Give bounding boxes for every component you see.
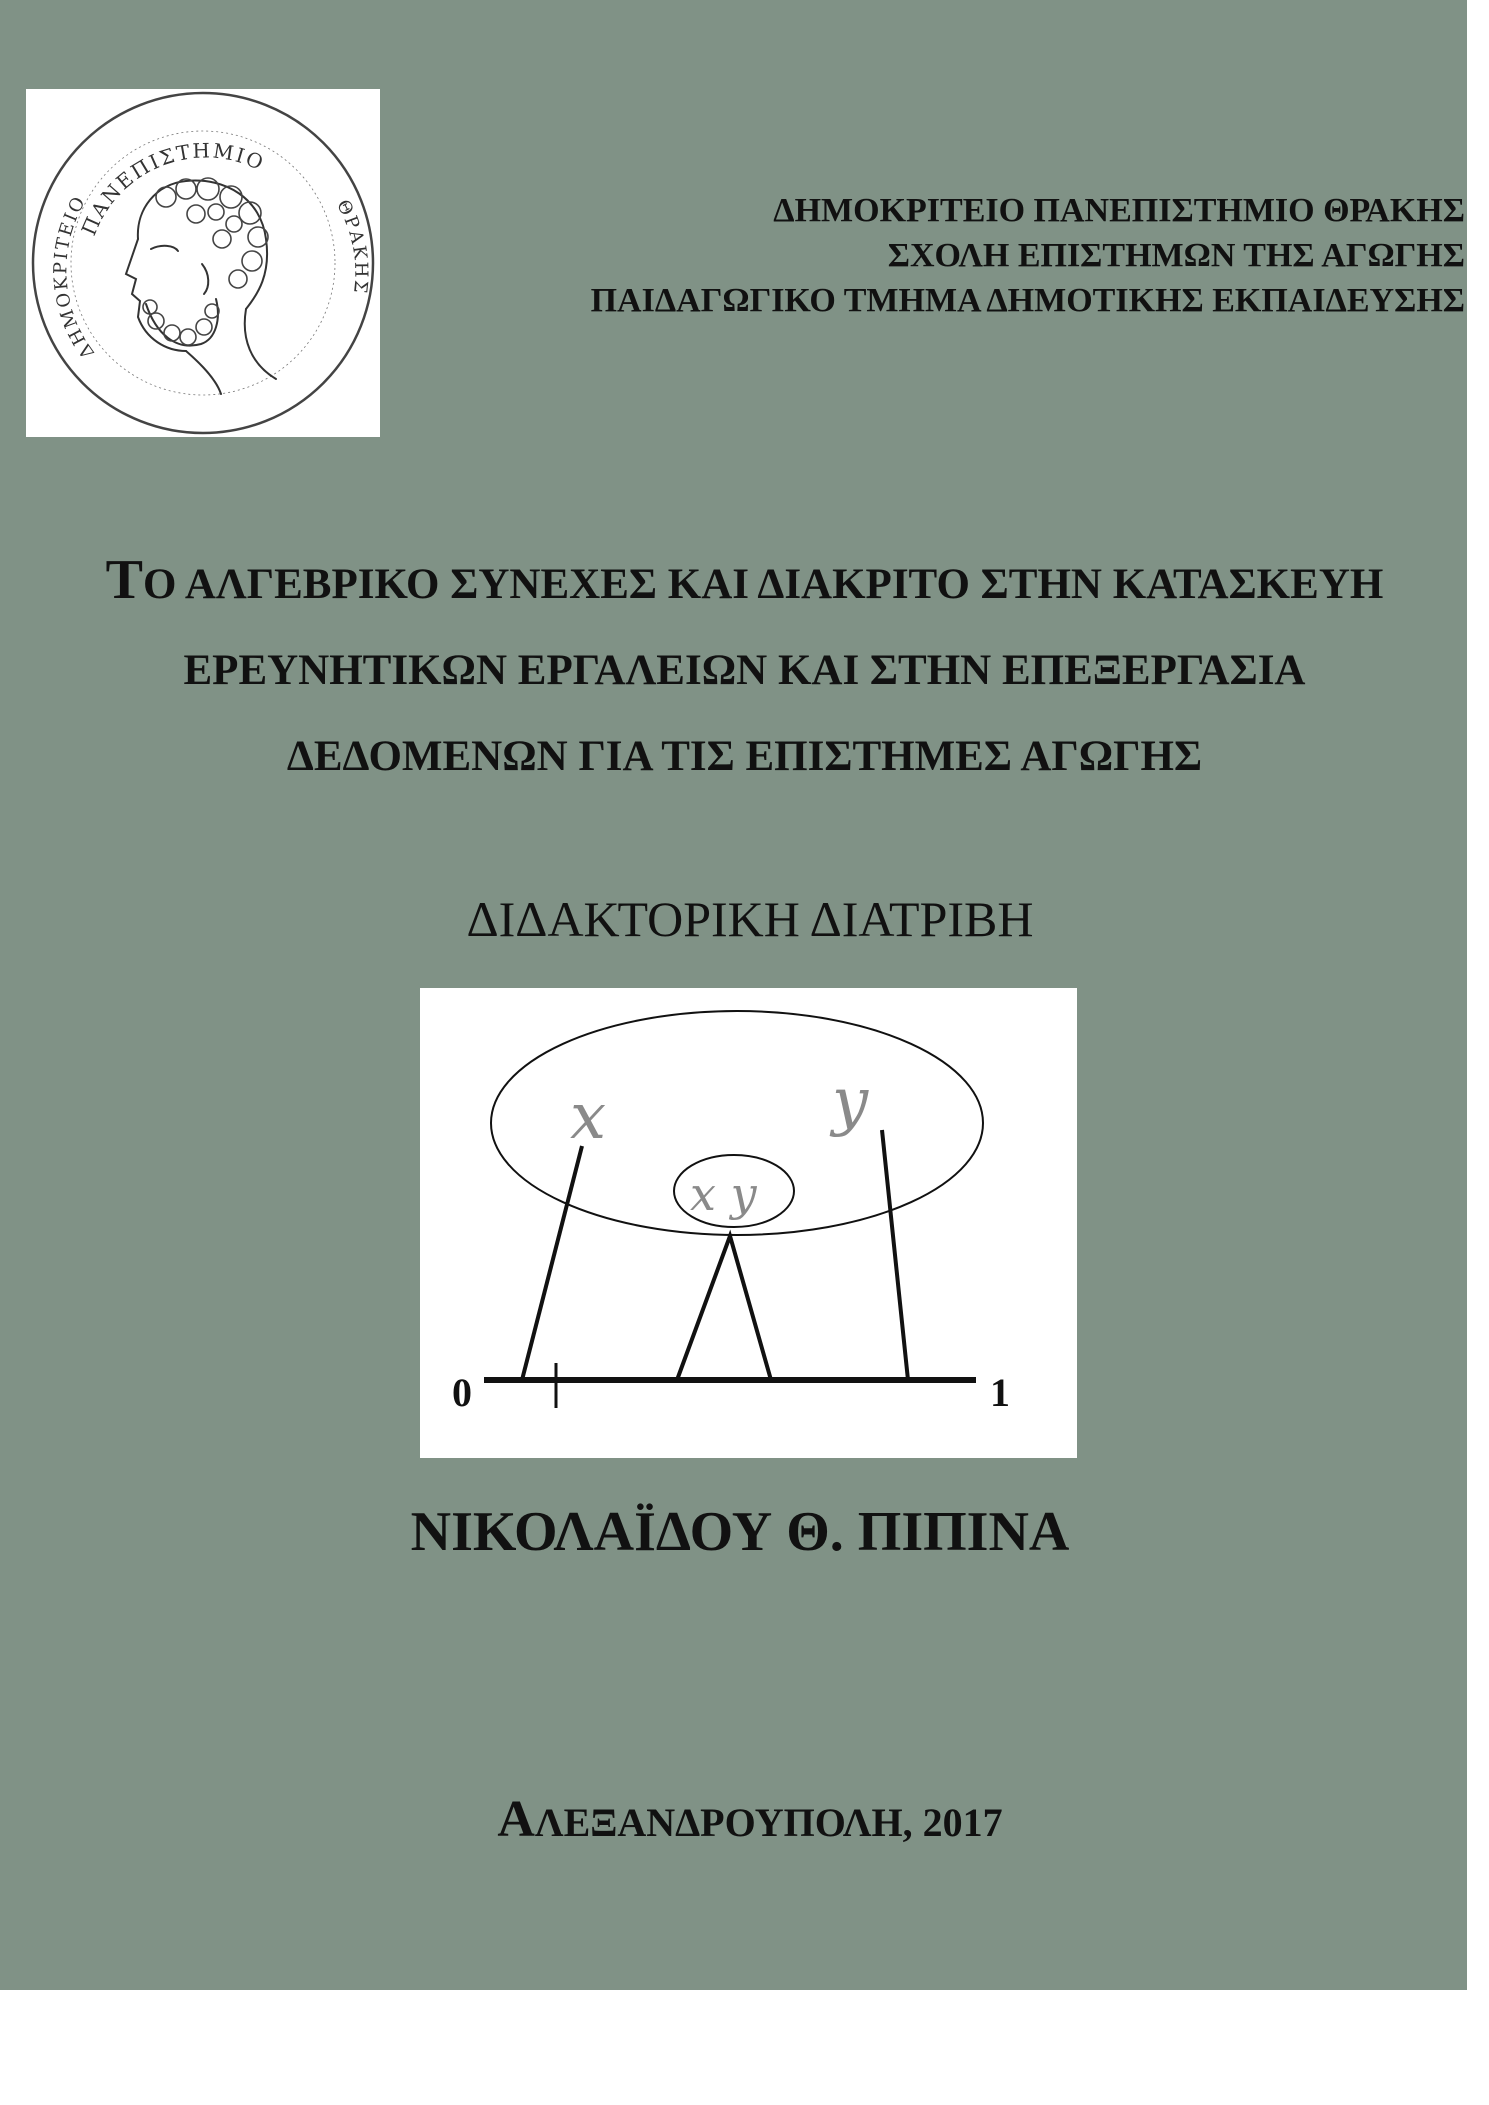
thesis-type: ΔΙΔΑΚΤΟΡΙΚΗ ΔΙΑΤΡΙΒΗ xyxy=(466,891,1034,947)
title-line-1 xyxy=(0,537,1489,628)
scale-end-label: 1 xyxy=(990,1370,1010,1415)
seal-text-left: ΔΗΜΟΚΡΙΤΕΙΟ xyxy=(50,191,99,363)
university-seal xyxy=(26,89,380,437)
department-name: ΠΑΙΔΑΓΩΓΙΚΟ ΤΜΗΜΑ ΔΗΜΟΤΙΚΗΣ ΕΚΠΑΙΔΕΥΣΗΣ xyxy=(590,282,1465,319)
label-xy: x y xyxy=(690,1167,757,1221)
title-line-1-rest: Ο ΑΛΓΕΒΡΙΚΟ ΣΥΝΕΧΕΣ ΚΑΙ ΔΙΑΚΡΙΤΟ ΣΤΗΝ ΚΑΤΑΣΚΕΥΗ xyxy=(143,561,1384,608)
line-y xyxy=(882,1130,908,1380)
seal-text-top: ΠΑΝΕΠΙΣΤΗΜΙΟ xyxy=(76,138,269,239)
title-initial: Τ xyxy=(105,549,144,611)
author-name: ΝΙΚΟΛΑΪΔΟΥ Θ. ΠΙΠΙΝΑ xyxy=(410,1501,1070,1563)
title-line-2: ΕΡΕΥΝΗΤΙΚΩΝ ΕΡΓΑΛΕΙΩΝ ΚΑΙ ΣΤΗΝ ΕΠΕΞΕΡΓΑΣΙΑ xyxy=(183,647,1306,694)
democritus-portrait-seal-icon xyxy=(26,89,380,437)
institution-header xyxy=(365,188,1465,323)
seal-text-right: ΘΡΑΚΗΣ xyxy=(332,196,372,296)
place-year xyxy=(300,1790,1200,1849)
thesis-title xyxy=(0,537,1489,800)
place-year-rest: ΛΕΞΑΝΔΡΟΥΠΟΛΗ, 2017 xyxy=(534,1800,1003,1845)
university-name: ΔΗΜΟΚΡΙΤΕΙΟ ΠΑΝΕΠΙΣΤΗΜΙΟ ΘΡΑΚΗΣ xyxy=(773,192,1465,229)
label-x: x xyxy=(570,1080,607,1154)
cover-diagram xyxy=(420,988,1077,1458)
line-x xyxy=(522,1146,582,1380)
scale-start-label: 0 xyxy=(452,1370,472,1415)
title-line-3: ΔΕΔΟΜΕΝΩΝ ΓΙΑ ΤΙΣ ΕΠΙΣΤΗΜΕΣ ΑΓΩΓΗΣ xyxy=(286,733,1203,780)
school-name: ΣΧΟΛΗ ΕΠΙΣΤΗΜΩΝ ΤΗΣ ΑΓΩΓΗΣ xyxy=(887,237,1465,274)
label-y: y xyxy=(832,1065,869,1139)
continuous-discrete-diagram xyxy=(420,988,1077,1458)
place-initial: Α xyxy=(497,1791,535,1848)
line-xy xyxy=(677,1236,771,1380)
